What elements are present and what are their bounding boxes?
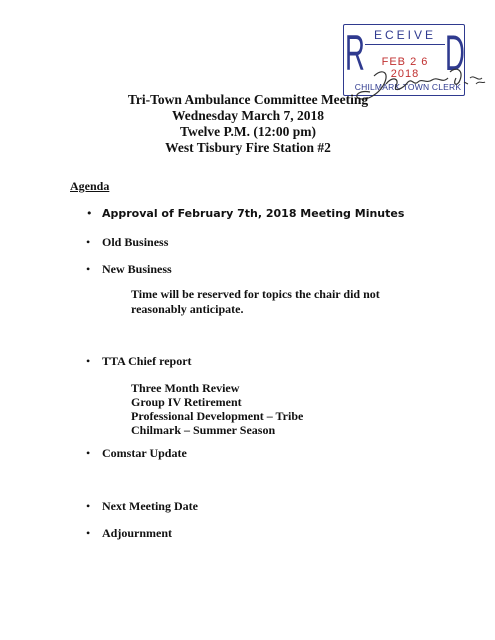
bullet: •	[86, 526, 91, 540]
stamp-letter-left: R	[345, 25, 365, 81]
subitem: Chilmark – Summer Season	[131, 423, 276, 437]
agenda-item-new-business	[86, 262, 172, 277]
agenda-item-next-meeting	[86, 499, 198, 514]
meeting-location: West Tisbury Fire Station #2	[165, 140, 331, 155]
stamp-date: FEB 2 6 2018	[381, 56, 429, 80]
meeting-header	[85, 92, 411, 156]
subitem: Three Month Review	[131, 381, 240, 395]
meeting-date: Wednesday March 7, 2018	[171, 108, 324, 123]
meeting-time: Twelve P.M. (12:00 pm)	[179, 124, 317, 139]
stamp-office: CHILMARK TOWN CLERK	[354, 82, 462, 92]
new-business-note: Time will be reserved for topics the chair did not reasonably anticipate.	[131, 287, 380, 316]
meeting-title: Tri-Town Ambulance Committee Meeting	[127, 92, 369, 107]
bullet: •	[86, 354, 91, 368]
bullet: •	[86, 446, 91, 460]
stamp-letter-right: D	[445, 25, 465, 81]
bullet: •	[86, 207, 93, 220]
agenda-heading: Agenda	[70, 179, 110, 193]
subitem: Professional Development – Tribe	[131, 409, 304, 423]
bullet: •	[86, 262, 91, 276]
agenda-item-comstar	[86, 446, 187, 461]
subitem: Group IV Retirement	[131, 395, 242, 409]
agenda-item-adjournment	[86, 526, 172, 541]
agenda-item-old-business	[86, 235, 168, 250]
agenda-item-label: Comstar Update	[102, 446, 187, 460]
stamp-word-rule	[365, 44, 445, 45]
agenda-item-approval	[86, 207, 404, 220]
chief-report-subitems	[131, 381, 303, 437]
bullet: •	[86, 499, 91, 513]
agenda-item-label: Old Business	[102, 235, 169, 249]
bullet: •	[86, 235, 91, 249]
agenda-item-label: TTA Chief report	[102, 354, 192, 368]
agenda-item-label: Next Meeting Date	[102, 499, 198, 513]
agenda-item-label: New Business	[102, 262, 172, 276]
agenda-item-label: Adjournment	[102, 526, 173, 540]
agenda-item-label: Approval of February 7th, 2018 Meeting Minutes	[102, 207, 405, 220]
agenda-item-chief-report	[86, 354, 192, 369]
stamp-word: ECEIVE	[373, 28, 436, 42]
